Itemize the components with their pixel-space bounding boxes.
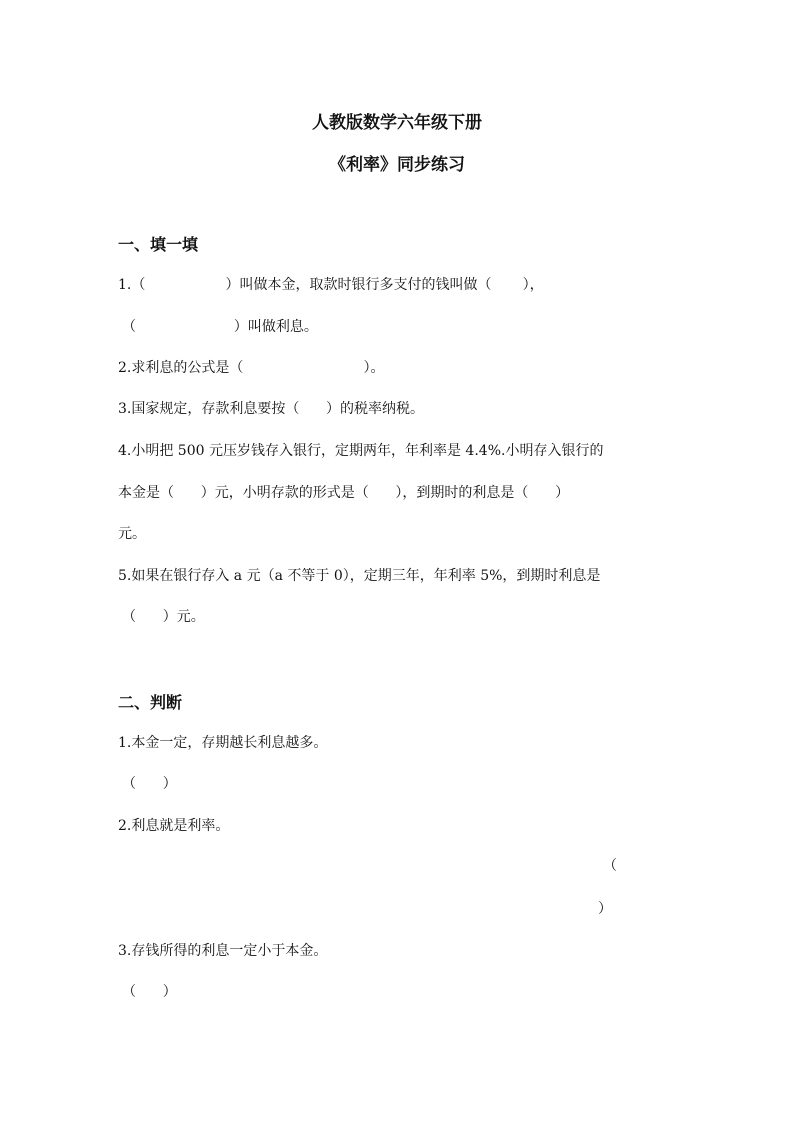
fill-q2: 2.求利息的公式是（ ）。 xyxy=(118,360,385,376)
judge-q3-blank: （ ） xyxy=(122,984,177,1000)
fill-q5-line2: （ ）元。 xyxy=(122,609,205,625)
page-subtitle: 《利率》同步练习 xyxy=(329,155,465,175)
page-title: 人教版数学六年级下册 xyxy=(312,113,482,133)
judge-q1-blank: （ ） xyxy=(122,776,177,792)
fill-q4-line3: 元。 xyxy=(118,526,146,542)
fill-q5-line1: 5.如果在银行存入 a 元（a 不等于 0），定期三年，年利率 5%，到期时利息是 xyxy=(118,568,601,584)
judge-q2-open-paren: （ xyxy=(603,858,617,874)
section-heading-fill: 一、填一填 xyxy=(118,235,199,254)
fill-q1-line1: 1.（ ）叫做本金，取款时银行多支付的钱叫做（ ）， xyxy=(118,277,544,293)
fill-q1-line2: （ ）叫做利息。 xyxy=(122,319,318,335)
section-heading-judge: 二、判断 xyxy=(118,693,183,712)
fill-q3: 3.国家规定，存款利息要按（ ）的税率纳税。 xyxy=(118,401,425,417)
judge-q2: 2.利息就是利率。 xyxy=(118,818,230,834)
judge-q3: 3.存钱所得的利息一定小于本金。 xyxy=(118,943,328,959)
judge-q2-close-paren: ） xyxy=(598,901,612,917)
fill-q4-line1: 4.小明把 500 元压岁钱存入银行，定期两年，年利率是 4.4%.小明存入银行的 xyxy=(118,443,604,459)
fill-q4-line2: 本金是（ ）元，小明存款的形式是（ ），到期时的利息是（ ） xyxy=(118,485,570,501)
judge-q1: 1.本金一定，存期越长利息越多。 xyxy=(118,735,328,751)
